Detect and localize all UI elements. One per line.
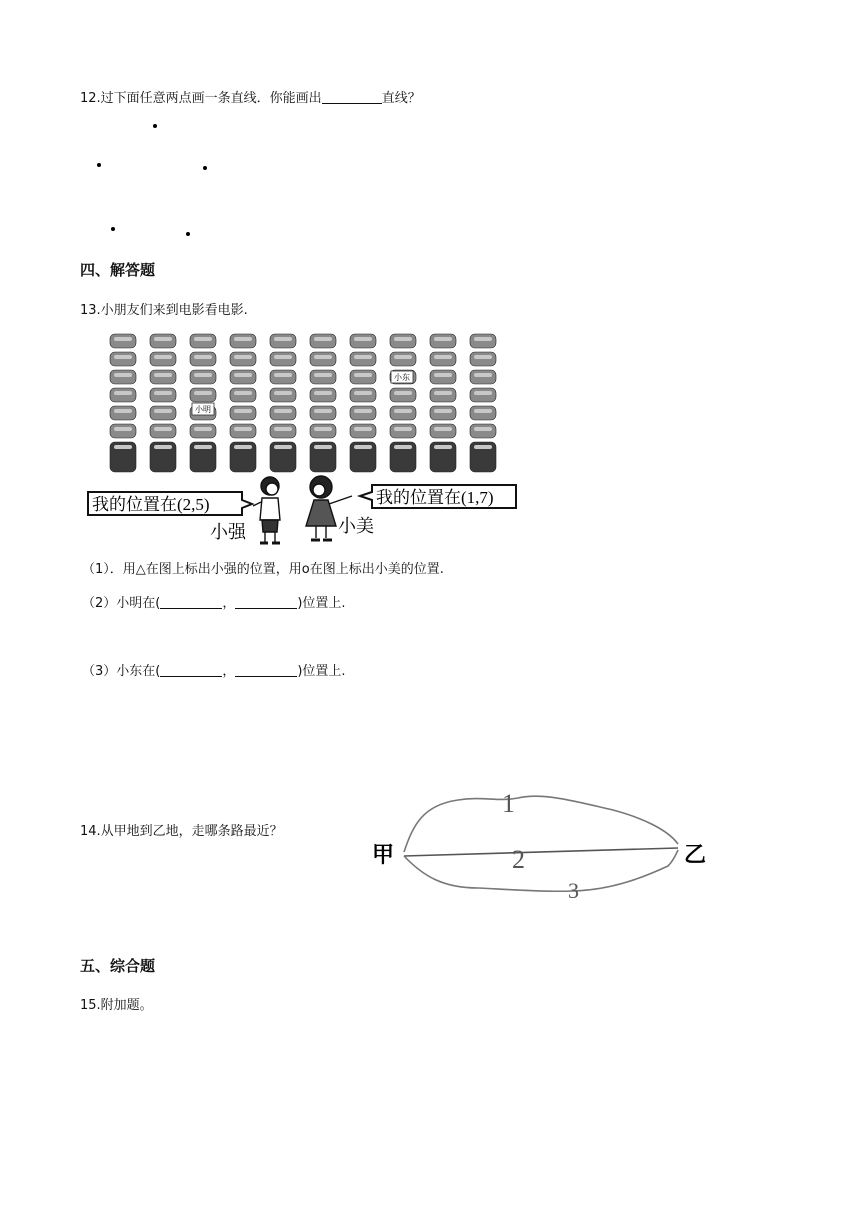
seat-highlight bbox=[354, 355, 372, 359]
point-dot bbox=[97, 163, 101, 167]
seat-highlight bbox=[114, 409, 132, 413]
seat-highlight bbox=[234, 337, 252, 341]
seat-label-xiaodong: 小东 bbox=[394, 373, 410, 382]
seat-highlight bbox=[474, 355, 492, 359]
route-3-path bbox=[404, 850, 678, 891]
sub3-blank-y[interactable] bbox=[235, 664, 297, 677]
q15-text: 15.附加题。 bbox=[80, 998, 153, 1013]
seat-highlight bbox=[394, 427, 412, 431]
seat-highlight bbox=[314, 427, 332, 431]
section-4-title: 四、解答题 bbox=[80, 261, 156, 279]
seat-highlight bbox=[114, 337, 132, 341]
route-diagram bbox=[368, 780, 718, 910]
seat-highlight bbox=[194, 391, 212, 395]
seat-highlight bbox=[154, 337, 172, 341]
bubble-left-text: 我的位置在(2,5) bbox=[92, 495, 210, 514]
seat-highlight bbox=[434, 445, 452, 449]
sub3-prefix: （3）小东在( bbox=[82, 664, 161, 679]
seat-highlight bbox=[274, 373, 292, 377]
seat-highlight bbox=[394, 337, 412, 341]
q12-text-after: 直线？ bbox=[381, 91, 421, 106]
point-dot bbox=[186, 232, 190, 236]
sub3-suffix: )位置上. bbox=[297, 664, 346, 679]
seat-highlight bbox=[194, 337, 212, 341]
seat-grid bbox=[110, 334, 496, 472]
seat-highlight bbox=[234, 391, 252, 395]
seat-highlight bbox=[154, 391, 172, 395]
sub3-blank-x[interactable] bbox=[160, 664, 222, 677]
route-1-path bbox=[404, 796, 678, 852]
seat-highlight bbox=[354, 373, 372, 377]
seat-highlight bbox=[314, 337, 332, 341]
q13-sub2 bbox=[82, 596, 346, 612]
seat-highlight bbox=[434, 373, 452, 377]
q13-sub1: （1）．用△在图上标出小强的位置，用o在图上标出小美的位置. bbox=[82, 562, 444, 577]
name-label-right: 小美 bbox=[338, 516, 374, 536]
seat-highlight bbox=[394, 355, 412, 359]
seat-highlight bbox=[194, 373, 212, 377]
q12-text-before: 12.过下面任意两点画一条直线．你能画出 bbox=[80, 91, 322, 106]
name-label-left: 小强 bbox=[210, 522, 246, 542]
seat-highlight bbox=[194, 355, 212, 359]
seat-highlight bbox=[274, 427, 292, 431]
sub2-suffix: )位置上. bbox=[297, 596, 346, 611]
seat-highlight bbox=[154, 355, 172, 359]
seat-highlight bbox=[394, 445, 412, 449]
q13-sub3 bbox=[82, 664, 346, 680]
question-12 bbox=[80, 91, 421, 107]
seat-highlight bbox=[354, 409, 372, 413]
seat-highlight bbox=[314, 373, 332, 377]
seat-highlight bbox=[234, 355, 252, 359]
seat-highlight bbox=[434, 337, 452, 341]
seat-highlight bbox=[434, 355, 452, 359]
point-dot bbox=[153, 124, 157, 128]
sub2-blank-y[interactable] bbox=[235, 596, 297, 609]
seat-highlight bbox=[474, 337, 492, 341]
seat-highlight bbox=[154, 409, 172, 413]
seat-highlight bbox=[434, 391, 452, 395]
boy-figure bbox=[253, 477, 280, 543]
section-5-title: 五、综合题 bbox=[80, 957, 156, 975]
route-2-path bbox=[404, 848, 678, 856]
seat-highlight bbox=[314, 445, 332, 449]
seat-highlight bbox=[154, 445, 172, 449]
seat-highlight bbox=[114, 373, 132, 377]
seat-highlight bbox=[354, 337, 372, 341]
seat-highlight bbox=[314, 355, 332, 359]
seat-highlight bbox=[234, 373, 252, 377]
seat-highlight bbox=[314, 391, 332, 395]
cinema-seating-figure bbox=[80, 330, 520, 550]
seat-highlight bbox=[114, 355, 132, 359]
seat-highlight bbox=[354, 445, 372, 449]
seat-highlight bbox=[354, 427, 372, 431]
seat-highlight bbox=[234, 427, 252, 431]
seat-highlight bbox=[354, 391, 372, 395]
seat-highlight bbox=[154, 427, 172, 431]
seat-highlight bbox=[394, 391, 412, 395]
q14-text: 14.从甲地到乙地，走哪条路最近？ bbox=[80, 824, 283, 839]
sub2-prefix: （2）小明在( bbox=[82, 596, 161, 611]
bubble-right-text: 我的位置在(1,7) bbox=[376, 488, 494, 507]
seat-highlight bbox=[474, 409, 492, 413]
label-jia: 甲 bbox=[372, 842, 395, 867]
point-dot bbox=[111, 227, 115, 231]
seat-highlight bbox=[194, 427, 212, 431]
route-label-1: 1 bbox=[502, 789, 515, 818]
seat-highlight bbox=[274, 391, 292, 395]
q13-intro: 13.小朋友们来到电影看电影. bbox=[80, 303, 248, 318]
seat-highlight bbox=[274, 337, 292, 341]
seat-highlight bbox=[194, 445, 212, 449]
seat-highlight bbox=[154, 373, 172, 377]
seat-highlight bbox=[474, 391, 492, 395]
route-label-3: 3 bbox=[568, 878, 579, 903]
label-yi: 乙 bbox=[684, 842, 707, 867]
seat-highlight bbox=[274, 409, 292, 413]
seat-highlight bbox=[234, 409, 252, 413]
seat-highlight bbox=[394, 409, 412, 413]
seat-highlight bbox=[114, 391, 132, 395]
seat-highlight bbox=[474, 445, 492, 449]
route-label-2: 2 bbox=[512, 845, 525, 874]
q12-answer-blank[interactable] bbox=[322, 91, 382, 104]
seat-highlight bbox=[274, 445, 292, 449]
seat-highlight bbox=[274, 355, 292, 359]
seat-highlight bbox=[474, 373, 492, 377]
sub2-comma: ， bbox=[222, 596, 236, 611]
sub2-blank-x[interactable] bbox=[160, 596, 222, 609]
seat-highlight bbox=[434, 427, 452, 431]
seat-highlight bbox=[114, 427, 132, 431]
seat-label-xiaoming: 小明 bbox=[195, 405, 211, 414]
seat-highlight bbox=[474, 427, 492, 431]
seat-highlight bbox=[234, 445, 252, 449]
seat-highlight bbox=[114, 445, 132, 449]
seat-highlight bbox=[314, 409, 332, 413]
sub3-comma: ， bbox=[222, 664, 236, 679]
point-dot bbox=[203, 166, 207, 170]
seat-highlight bbox=[434, 409, 452, 413]
